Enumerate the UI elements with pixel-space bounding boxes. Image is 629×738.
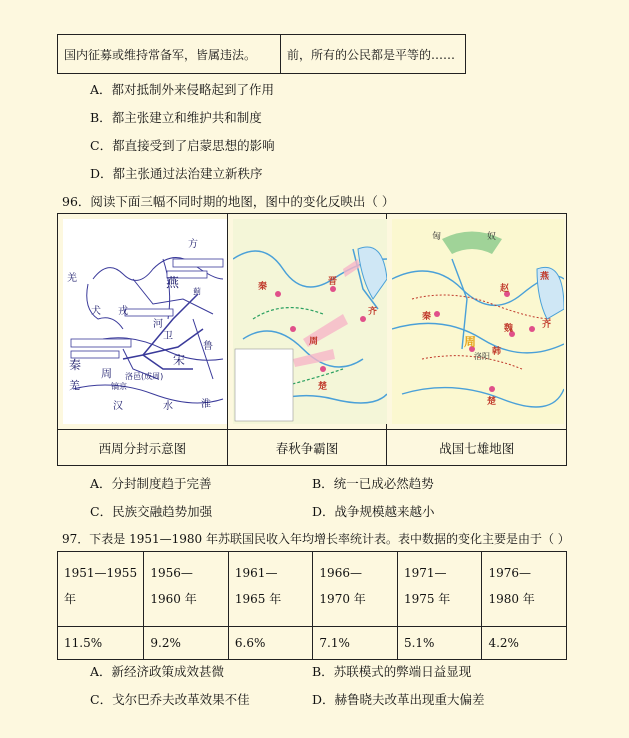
option-text: 都主张通过法治建立新秩序 xyxy=(112,166,263,181)
q95-option-b[interactable] xyxy=(90,108,262,126)
option-letter: A． xyxy=(90,82,112,97)
warring-states-map xyxy=(392,219,564,424)
rate-cell: 7.1% xyxy=(313,627,398,660)
q95-option-a[interactable] xyxy=(90,80,274,98)
option-letter: D． xyxy=(312,692,335,707)
map1-label-qiang-north: 羌 xyxy=(67,273,77,284)
option-text: 苏联模式的弊端日益显现 xyxy=(333,664,472,679)
map3-label-qi: 齐 xyxy=(542,320,552,330)
map-caption-western-zhou: 西周分封示意图 xyxy=(58,430,228,466)
map2-label-qi: 齐 xyxy=(367,307,377,317)
option-text: 戈尔巴乔夫改革效果不佳 xyxy=(112,692,250,707)
period-cell: 1966—1970 年 xyxy=(313,552,398,627)
period-cell: 1961—1965 年 xyxy=(228,552,313,627)
western-zhou-map xyxy=(63,219,227,424)
q97-option-c[interactable] xyxy=(90,690,250,708)
map3-label-luoyang: 洛阳 xyxy=(474,352,491,361)
map3-label-wei: 魏 xyxy=(504,324,514,334)
q97-stem: 97．下表是 1951—1980 年苏联国民收入年均增长率统计表。表中数据的变化主要是由于（ ） xyxy=(62,532,570,546)
option-text: 赫鲁晓夫改革出现重大偏差 xyxy=(334,692,485,707)
source-cell-left: 国内征募或维持常备军，皆属违法。 xyxy=(58,35,281,74)
option-text: 都主张建立和维护共和制度 xyxy=(111,110,262,125)
period-cell: 1951—1955 年 xyxy=(58,552,144,627)
q95-option-c[interactable] xyxy=(90,136,275,154)
option-text: 都对抵制外来侵略起到了作用 xyxy=(111,82,275,97)
q95-source-table xyxy=(57,34,466,74)
map1-label-qin: 秦 xyxy=(69,358,82,372)
rate-cell: 6.6% xyxy=(228,627,313,660)
map1-label-lu: 鲁 xyxy=(203,341,213,352)
map-caption-warring-states: 战国七雄地图 xyxy=(387,430,567,466)
map1-label-yan: 燕 xyxy=(166,276,180,291)
map-cell-western-zhou xyxy=(58,214,228,430)
source-cell-right: 前，所有的公民都是平等的…… xyxy=(281,35,466,74)
period-cell: 1976—1980 年 xyxy=(482,552,567,627)
map1-label-han: 汉 xyxy=(113,401,123,412)
map2-label-jin: 晋 xyxy=(327,277,337,287)
map3-label-yan: 燕 xyxy=(540,272,550,282)
map1-label-quan: 犬 xyxy=(91,306,101,317)
rate-cell: 5.1% xyxy=(397,627,482,660)
period-cell: 1971—1975 年 xyxy=(397,552,482,627)
period-cell: 1956—1960 年 xyxy=(144,552,229,627)
map-caption-spring-autumn: 春秋争霸图 xyxy=(227,430,387,466)
map2-label-qin: 秦 xyxy=(257,282,267,292)
map1-label-gaojing: 镐京 xyxy=(111,382,127,391)
option-letter: A． xyxy=(90,664,112,679)
option-text: 民族交融趋势加强 xyxy=(112,504,213,519)
map3-label-zhou: 周 xyxy=(464,335,477,349)
q95-option-d[interactable] xyxy=(90,164,263,182)
rate-cell: 11.5% xyxy=(58,627,144,660)
map1-label-he: 河 xyxy=(153,319,163,330)
q97-growth-table xyxy=(57,551,567,660)
map3-label-xiong: 匈 xyxy=(432,232,442,242)
option-letter: D． xyxy=(312,504,335,519)
map2-label-chu: 楚 xyxy=(317,382,327,392)
option-letter: C． xyxy=(90,692,113,707)
option-text: 新经济政策成效甚微 xyxy=(111,664,225,679)
option-letter: B． xyxy=(312,664,334,679)
option-text: 战争规模越来越小 xyxy=(334,504,435,519)
q96-option-b[interactable] xyxy=(312,474,434,492)
q97-option-a[interactable] xyxy=(90,662,224,680)
option-text: 分封制度趋于完善 xyxy=(111,476,212,491)
rate-cell: 4.2% xyxy=(482,627,567,660)
map1-label-wei: 卫 xyxy=(163,331,173,342)
q97-option-b[interactable] xyxy=(312,662,471,680)
option-letter: A． xyxy=(90,476,112,491)
q96-option-d[interactable] xyxy=(312,502,435,520)
map1-label-rong: 戎 xyxy=(118,306,128,317)
map1-label-ji: 蓟 xyxy=(193,287,201,296)
map2-label-zhou: 周 xyxy=(308,337,318,347)
option-letter: B． xyxy=(312,476,334,491)
option-text: 统一已成必然趋势 xyxy=(333,476,434,491)
q96-stem: 96．阅读下面三幅不同时期的地图，图中的变化反映出（ ） xyxy=(62,194,395,209)
spring-autumn-map xyxy=(233,219,387,424)
option-letter: C． xyxy=(90,504,113,519)
map1-label-huai: 淮 xyxy=(201,399,211,410)
map3-label-qin: 秦 xyxy=(422,312,432,322)
rate-cell: 9.2% xyxy=(144,627,229,660)
q96-map-table xyxy=(57,213,567,466)
map1-label-shui: 水 xyxy=(163,401,173,412)
option-text: 都直接受到了启蒙思想的影响 xyxy=(112,138,275,153)
option-letter: B． xyxy=(90,110,112,125)
map1-label-zhou: 周 xyxy=(101,367,112,380)
option-letter: C． xyxy=(90,138,113,153)
map1-label-luoyi: 洛邑(成周) xyxy=(125,372,164,381)
option-letter: D． xyxy=(90,166,113,181)
map1-label-song: 宋 xyxy=(173,353,186,367)
q97-option-d[interactable] xyxy=(312,690,485,708)
q96-option-a[interactable] xyxy=(90,474,212,492)
map3-label-han: 韩 xyxy=(492,347,502,357)
map3-label-zhao: 赵 xyxy=(500,284,510,294)
map3-label-nu: 奴 xyxy=(487,232,497,242)
map1-label-qiang-south: 羌 xyxy=(69,379,80,392)
map-cell-spring-autumn xyxy=(227,214,387,430)
map3-label-chu: 楚 xyxy=(487,397,497,407)
map-cell-warring-states xyxy=(387,214,567,430)
q96-option-c[interactable] xyxy=(90,502,212,520)
map1-label-fang: 方 xyxy=(188,239,198,250)
